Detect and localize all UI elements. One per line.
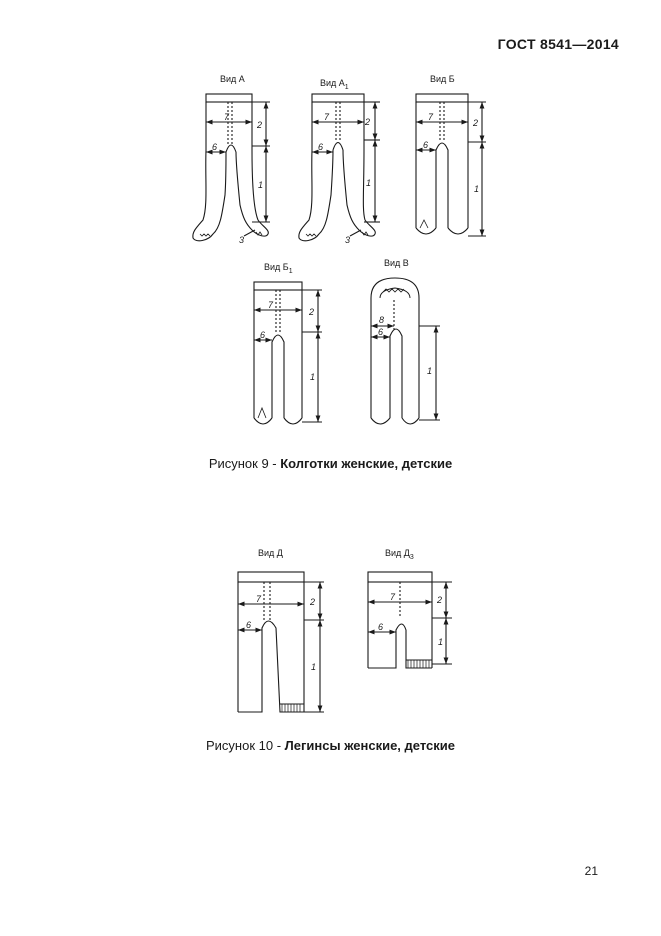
dim-label: 6 <box>378 327 384 337</box>
dim-label: 2 <box>473 118 479 128</box>
dim-label: 6 <box>318 142 324 152</box>
view-a-drawing <box>193 74 270 245</box>
dim-label: 1 <box>438 637 444 647</box>
figure10-caption <box>0 738 661 753</box>
dim-label: 6 <box>423 140 429 150</box>
view-a1-drawing <box>299 78 380 245</box>
view-d3-label: Вид $Д_3$ <box>385 548 414 561</box>
view-a1-label: Вид $А_1$ <box>320 78 349 91</box>
page-number: 21 <box>584 864 598 878</box>
dim-label: 2 <box>365 117 371 127</box>
caption-title: Легинсы женские, детские <box>284 738 455 753</box>
dim-label: 1 <box>366 178 372 188</box>
dim-label: 7 <box>256 594 262 604</box>
figure9-caption <box>0 456 661 471</box>
dim-label: 2 <box>309 307 315 317</box>
dim-label: 7 <box>390 592 396 602</box>
view-v-drawing <box>371 258 440 424</box>
dim-label: 6 <box>212 142 218 152</box>
dim-label: 2 <box>310 597 316 607</box>
dim-label: 7 <box>268 300 274 310</box>
caption-prefix: Рисунок 9 - <box>208 456 281 471</box>
dim-label: 3 <box>239 235 245 245</box>
standard-header: ГОСТ 8541—2014 <box>497 36 619 52</box>
view-b1-drawing <box>254 262 322 424</box>
view-d3-drawing <box>368 548 452 668</box>
dim-label: 6 <box>378 622 384 632</box>
dim-label: 1 <box>310 372 316 382</box>
view-b-label: Вид Б <box>430 74 455 84</box>
view-v-label: Вид В <box>384 258 409 268</box>
dim-label: 6 <box>260 330 266 340</box>
dim-label: 2 <box>257 120 263 130</box>
caption-title: Колготки женские, детские <box>280 456 453 471</box>
dim-label: 6 <box>246 620 252 630</box>
dim-label: 3 <box>345 235 351 245</box>
dim-label: 7 <box>428 112 434 122</box>
view-d-label: Вид Д <box>258 548 283 558</box>
dim-label: 7 <box>324 112 330 122</box>
dim-label: 1 <box>427 366 433 376</box>
dim-label: 2 <box>437 595 443 605</box>
dim-label: 7 <box>224 112 230 122</box>
view-b1-label: Вид $Б_1$ <box>264 262 293 275</box>
caption-prefix: Рисунок 10 - <box>206 738 285 753</box>
dim-label: 1 <box>474 184 480 194</box>
view-a-label: Вид А <box>220 74 245 84</box>
dim-label: 1 <box>311 662 317 672</box>
view-d-drawing <box>238 548 324 712</box>
dim-label: 8 <box>379 315 385 325</box>
view-b-drawing <box>416 74 486 236</box>
dim-label: 1 <box>258 180 264 190</box>
